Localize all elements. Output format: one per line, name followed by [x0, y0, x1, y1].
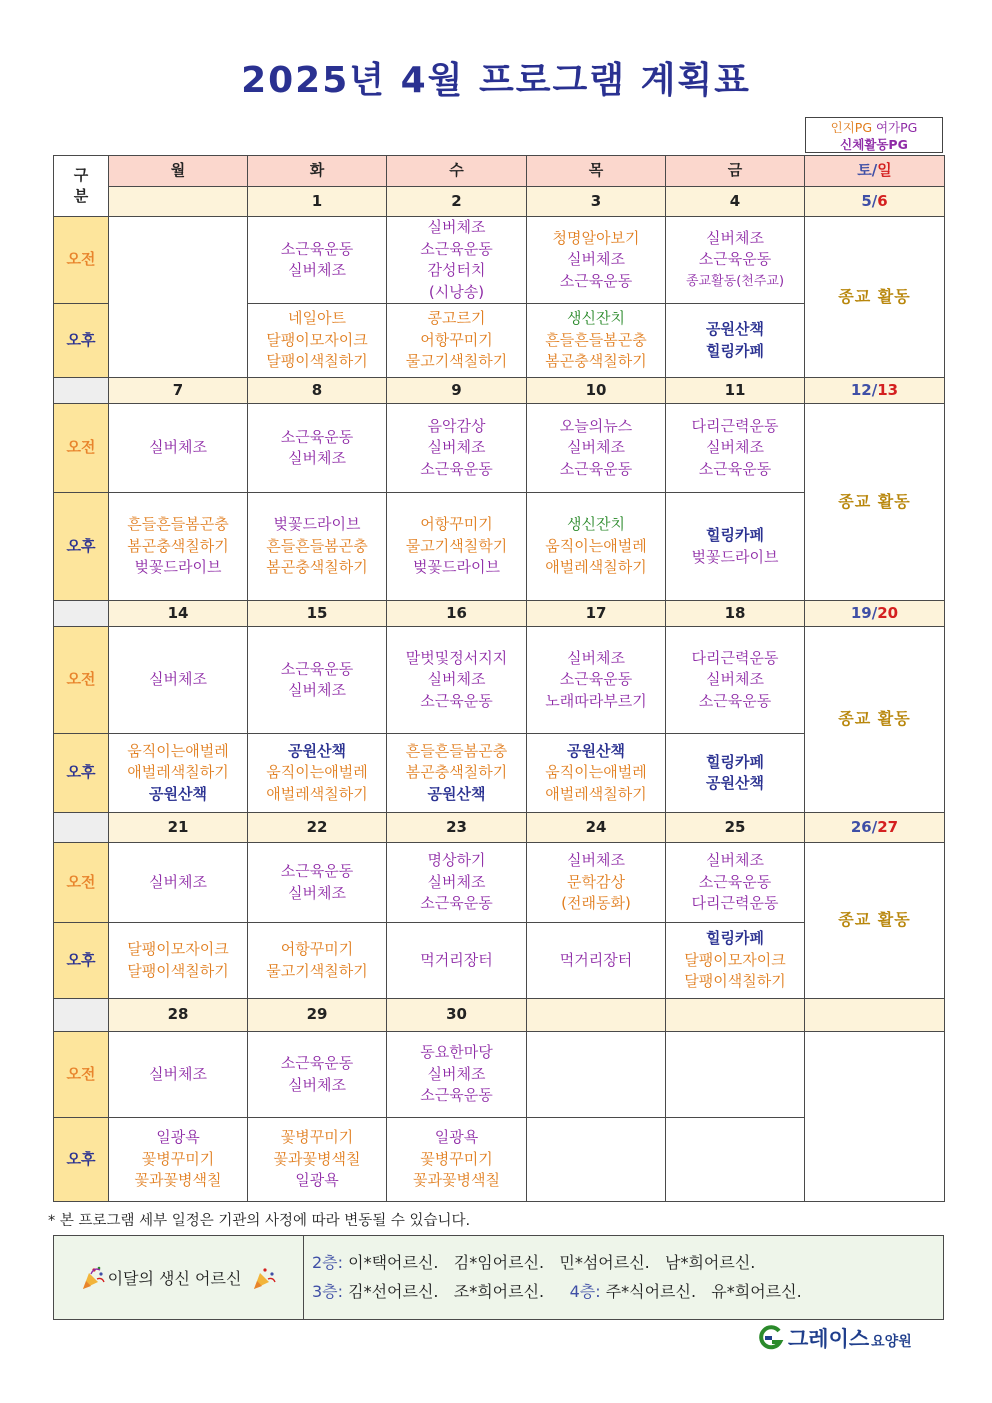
program-item: 달팽이색칠하기 — [127, 961, 229, 980]
program-item: 공원산책 — [706, 320, 764, 338]
weekend-date-cell — [805, 187, 945, 217]
sun-date: 6 — [877, 191, 888, 210]
day-header-fri: 금 — [666, 156, 805, 187]
program-item: 다리근력운동 — [691, 416, 779, 435]
am-slot-label: 오전 — [54, 404, 109, 493]
program-cell — [387, 627, 527, 734]
weekend-activity-cell — [805, 627, 945, 813]
program-item: 실버체조 — [288, 1075, 346, 1094]
weekend-activity-cell — [805, 404, 945, 601]
program-cell — [666, 493, 805, 601]
program-item: 꽃과꽃병색칠 — [413, 1171, 500, 1190]
sat-date: 26 — [850, 817, 872, 836]
program-cell — [666, 1032, 805, 1118]
program-item: 물고기색칠하기 — [405, 352, 508, 371]
weekend-date-cell — [805, 601, 945, 627]
date-slash: / — [871, 603, 878, 622]
date-cell — [666, 999, 805, 1032]
am-row — [54, 217, 945, 304]
program-item: 네일아트 — [288, 309, 346, 328]
day-header-thu: 목 — [527, 156, 666, 187]
program-item: 애벌레색칠하기 — [545, 558, 647, 577]
sun-date: 20 — [877, 603, 899, 622]
program-item: 흔들흔들봄곤충 — [545, 330, 647, 349]
program-cell — [387, 217, 527, 304]
program-item: 봄곤충색칠하기 — [405, 763, 508, 782]
am-slot-label: 오전 — [54, 217, 109, 304]
date-cell: 2 — [387, 187, 527, 217]
program-item: (시낭송) — [428, 282, 485, 301]
legend-cognitive: 인지PG — [830, 120, 872, 135]
program-cell — [387, 923, 527, 999]
program-item: 공원산책 — [149, 784, 207, 803]
date-cell: 14 — [109, 601, 248, 627]
program-cell — [109, 734, 248, 813]
program-cell — [109, 1032, 248, 1118]
program-cell — [109, 493, 248, 601]
program-item: 실버체조 — [706, 670, 764, 689]
program-cell — [248, 493, 387, 601]
program-item: 움직이는애벌레 — [545, 536, 647, 555]
program-item: 실버체조 — [567, 648, 625, 667]
program-item: 달팽이색칠하기 — [266, 352, 368, 371]
date-cell: 7 — [109, 378, 248, 404]
program-item: 실버체조 — [427, 218, 486, 236]
program-item: 생신잔치 — [567, 515, 625, 534]
program-item: 감성터치 — [427, 261, 486, 279]
program-item: 문학감상 — [567, 872, 625, 891]
program-cell — [248, 923, 387, 999]
date-cell: 8 — [248, 378, 387, 404]
date-row — [54, 999, 945, 1032]
program-item: 달팽이모자이크 — [127, 940, 229, 958]
program-item: 오늘의뉴스 — [559, 416, 633, 435]
legend-leisure: 여가PG — [875, 120, 918, 135]
program-item: 공원산책 — [427, 784, 486, 803]
program-item: 소근육운동 — [280, 659, 354, 678]
legend-physical: 신체활동PG — [840, 137, 908, 152]
program-item: 소근육운동 — [280, 427, 354, 446]
weekend-date-cell — [805, 999, 945, 1032]
program-item: 실버체조 — [706, 438, 764, 457]
date-row — [54, 187, 945, 217]
sun-label: 일 — [877, 161, 892, 180]
program-cell — [248, 404, 387, 493]
date-slash: / — [871, 191, 878, 210]
program-item: 소근육운동 — [280, 862, 354, 880]
date-cell: 21 — [109, 813, 248, 843]
date-cell: 24 — [527, 813, 666, 843]
program-item: 소근육운동 — [698, 872, 772, 891]
date-cell: 30 — [387, 999, 527, 1032]
program-cell — [666, 843, 805, 923]
sat-date: 5 — [861, 191, 872, 210]
program-item: 소근육운동 — [420, 239, 493, 258]
date-cell: 25 — [666, 813, 805, 843]
program-cell — [527, 493, 666, 601]
date-cell: 4 — [666, 187, 805, 217]
date-cell: 15 — [248, 601, 387, 627]
program-item: 다리근력운동 — [691, 648, 779, 667]
program-item: 애벌레색칠하기 — [127, 763, 229, 782]
program-item: 꽃과꽃병색칠 — [273, 1149, 361, 1168]
date-row — [54, 378, 945, 404]
program-item: 움직이는애벌레 — [266, 763, 368, 782]
pm-slot-label: 오후 — [54, 734, 109, 813]
program-cell — [109, 1118, 248, 1202]
program-item: 노래따라부르기 — [545, 691, 647, 710]
schedule-table — [53, 155, 945, 1202]
program-cell — [109, 923, 248, 999]
program-cell — [387, 493, 527, 601]
program-cell — [109, 843, 248, 923]
program-item: 실버체조 — [149, 1064, 207, 1083]
program-item: 소근육운동 — [698, 691, 772, 710]
weekend-activity-cell — [805, 843, 945, 999]
date-row — [54, 813, 945, 843]
program-item: 달팽이모자이크 — [684, 950, 786, 969]
party-popper-icon — [80, 1265, 106, 1291]
weekend-date-cell — [805, 813, 945, 843]
program-item: 꽃병꾸미기 — [280, 1128, 354, 1147]
birthday-list — [312, 1248, 802, 1306]
program-item: 소근육운동 — [559, 459, 633, 478]
program-cell — [666, 404, 805, 493]
religion-activity: 종교 활동 — [838, 286, 911, 306]
program-cell — [527, 627, 666, 734]
date-gap-cell — [54, 601, 109, 627]
program-legend — [805, 117, 943, 153]
program-item: 벚꽃드라이브 — [273, 515, 361, 534]
program-item: 꽃과꽃병색칠 — [134, 1171, 222, 1190]
program-item: 봄곤충색칠하기 — [545, 352, 647, 371]
program-item: 실버체조 — [427, 670, 486, 689]
program-item: 소근육운동 — [420, 459, 493, 478]
program-item: 흔들흔들봄곤충 — [127, 515, 229, 534]
program-item: 소근육운동 — [280, 1054, 354, 1072]
date-cell: 28 — [109, 999, 248, 1032]
program-item: 동요한마당 — [420, 1043, 493, 1062]
program-cell — [666, 627, 805, 734]
program-item: 말벗및정서지지 — [405, 648, 508, 667]
program-item: 소근육운동 — [420, 1086, 493, 1105]
program-item: 실버체조 — [427, 438, 486, 457]
birthday-label-cell — [54, 1236, 304, 1319]
weekend-activity-cell — [805, 217, 945, 378]
program-item: 음악감상 — [427, 416, 486, 435]
program-item: 애벌레색칠하기 — [545, 784, 647, 803]
program-cell — [527, 1118, 666, 1202]
religion-activity: 종교 활동 — [838, 709, 911, 729]
program-item: 먹거리장터 — [420, 950, 493, 969]
program-item: 소근육운동 — [559, 271, 633, 290]
birthday-panel — [53, 1235, 944, 1320]
program-cell — [666, 734, 805, 813]
page-title: 2025년 4월 프로그램 계획표 — [241, 60, 751, 101]
am-row — [54, 627, 945, 734]
pm-slot-label: 오후 — [54, 1118, 109, 1202]
pm-slot-label: 오후 — [54, 493, 109, 601]
program-item: 어항꾸미기 — [420, 330, 493, 349]
date-gap-cell — [54, 813, 109, 843]
program-cell — [387, 1032, 527, 1118]
program-item: 실버체조 — [149, 670, 207, 689]
am-slot-label: 오전 — [54, 627, 109, 734]
floor4-label: 4층: — [569, 1282, 601, 1301]
religion-activity: 종교 활동 — [838, 910, 911, 930]
program-cell — [666, 1118, 805, 1202]
program-cell — [248, 304, 387, 378]
am-row — [54, 843, 945, 923]
program-item: 달팽이모자이크 — [266, 330, 368, 349]
program-item: 소근육운동 — [698, 459, 772, 478]
floor2-names: 이*택어르신. 김*임어르신. 민*섬어르신. 남*희어르신. — [348, 1253, 756, 1272]
program-item: 실버체조 — [567, 438, 625, 457]
date-cell: 11 — [666, 378, 805, 404]
program-item: 흔들흔들봄곤충 — [405, 741, 508, 760]
program-item: 어항꾸미기 — [420, 515, 493, 534]
date-cell: 29 — [248, 999, 387, 1032]
floor2-label: 2층: — [312, 1253, 344, 1272]
program-cell — [527, 843, 666, 923]
program-cell — [248, 1032, 387, 1118]
grace-logo-icon — [758, 1325, 784, 1351]
program-item: 벚꽃드라이브 — [134, 558, 222, 577]
program-item: 물고기색칠학기 — [405, 536, 508, 555]
program-cell — [527, 1032, 666, 1118]
program-item: 콩고르기 — [427, 309, 486, 328]
header-row — [54, 156, 945, 187]
floor3-names: 김*선어르신. 조*희어르신. — [348, 1282, 545, 1301]
am-row — [54, 1032, 945, 1118]
program-item: 실버체조 — [288, 883, 346, 902]
slash: / — [871, 161, 878, 180]
date-slash: / — [871, 817, 878, 836]
program-item: 다리근력운동 — [691, 894, 779, 913]
program-cell — [666, 217, 805, 304]
day-header-weekend — [805, 156, 945, 187]
program-item: 움직이는애벌레 — [545, 763, 647, 782]
program-item: 벚꽃드라이브 — [691, 547, 779, 566]
program-item: 실버체조 — [288, 681, 346, 699]
logo-name: 그레이스 — [788, 1327, 870, 1351]
program-cell — [248, 217, 387, 304]
date-cell: 10 — [527, 378, 666, 404]
program-item: 실버체조 — [149, 438, 207, 457]
program-item: 일광욕 — [434, 1128, 479, 1147]
program-item: 청명알아보기 — [552, 228, 640, 247]
date-cell: 17 — [527, 601, 666, 627]
date-cell — [109, 187, 248, 217]
program-item: 벚꽃드라이브 — [413, 558, 500, 577]
program-cell — [666, 923, 805, 999]
program-cell — [387, 734, 527, 813]
pm-slot-label: 오후 — [54, 923, 109, 999]
date-cell: 1 — [248, 187, 387, 217]
floor4-names: 주*식어르신. 유*희어르신. — [605, 1282, 802, 1301]
pm-slot-label: 오후 — [54, 304, 109, 378]
logo-suffix: 요양원 — [871, 1334, 912, 1350]
program-item: 실버체조 — [427, 1064, 486, 1083]
sun-date: 13 — [877, 380, 899, 399]
program-item: 소근육운동 — [559, 670, 633, 689]
program-cell — [527, 217, 666, 304]
sun-date: 27 — [877, 817, 899, 836]
program-cell — [527, 734, 666, 813]
gubun-header — [54, 156, 109, 217]
program-cell — [387, 404, 527, 493]
program-item: 물고기색칠하기 — [266, 961, 368, 980]
program-item: 공원산책 — [288, 741, 346, 760]
program-item: 공원산책 — [706, 774, 764, 792]
schedule-note: * 본 프로그램 세부 일정은 기관의 사정에 따라 변동될 수 있습니다. — [48, 1213, 471, 1229]
program-cell — [248, 627, 387, 734]
gubun-bottom: 분 — [73, 187, 89, 205]
religion-activity: 종교 활동 — [838, 491, 911, 511]
program-item: 꽃병꾸미기 — [420, 1149, 493, 1168]
empty-cell — [109, 217, 248, 378]
sat-date: 19 — [850, 603, 872, 622]
program-item: 실버체조 — [567, 851, 625, 870]
program-item: 생신잔치 — [567, 309, 625, 328]
floor3-label: 3층: — [312, 1282, 344, 1301]
program-item: 소근육운동 — [280, 239, 354, 258]
program-item: 명상하기 — [427, 851, 486, 870]
program-cell — [248, 843, 387, 923]
program-item: 움직이는애벌레 — [127, 741, 229, 760]
program-item: 실버체조 — [706, 228, 764, 247]
program-item: 실버체조 — [706, 851, 764, 870]
grace-logo — [758, 1324, 912, 1352]
am-slot-label: 오전 — [54, 843, 109, 923]
program-item: 봄곤충색칠하기 — [127, 536, 229, 555]
date-cell: 9 — [387, 378, 527, 404]
program-item: 흔들흔들봄곤충 — [266, 536, 368, 555]
date-gap-cell — [54, 378, 109, 404]
program-cell — [109, 627, 248, 734]
day-header-tue: 화 — [248, 156, 387, 187]
program-item: 소근육운동 — [698, 250, 772, 269]
program-item: 애벌레색칠하기 — [266, 784, 368, 803]
date-cell: 23 — [387, 813, 527, 843]
program-item: 꽃병꾸미기 — [141, 1149, 215, 1168]
program-cell — [527, 923, 666, 999]
program-item: (전래동화) — [561, 894, 631, 913]
party-popper-icon — [251, 1265, 277, 1291]
am-slot-label: 오전 — [54, 1032, 109, 1118]
date-cell: 16 — [387, 601, 527, 627]
program-item: 종교활동(천주교) — [685, 273, 785, 289]
program-item: 일광욕 — [156, 1128, 200, 1147]
program-item: 공원산책 — [567, 741, 625, 760]
weekend-date-cell — [805, 378, 945, 404]
program-cell — [666, 304, 805, 378]
program-item: 힐링카페 — [706, 929, 764, 948]
program-cell — [387, 843, 527, 923]
program-item: 소근육운동 — [420, 691, 493, 710]
program-cell — [527, 404, 666, 493]
day-header-mon: 월 — [109, 156, 248, 187]
date-cell: 18 — [666, 601, 805, 627]
sat-label: 토 — [857, 161, 872, 180]
program-item: 봄곤충색칠하기 — [266, 558, 368, 577]
birthday-label: 이달의 생신 어르신 — [107, 1269, 242, 1288]
birthday-floor34-line — [312, 1277, 802, 1306]
program-item: 실버체조 — [149, 872, 207, 891]
program-item: 힐링카페 — [706, 752, 764, 771]
date-cell — [527, 999, 666, 1032]
sat-date: 12 — [850, 380, 872, 399]
program-item: 먹거리장터 — [559, 950, 633, 969]
program-item: 실버체조 — [288, 261, 346, 279]
date-gap-cell — [54, 999, 109, 1032]
program-item: 힐링카페 — [706, 341, 764, 360]
program-item: 소근육운동 — [420, 894, 493, 913]
program-item: 일광욕 — [295, 1171, 339, 1190]
program-cell — [387, 304, 527, 378]
program-item: 달팽이색칠하기 — [684, 972, 786, 991]
program-item: 실버체조 — [288, 449, 346, 467]
program-cell — [248, 1118, 387, 1202]
birthday-floor2-line — [312, 1248, 802, 1277]
program-cell — [109, 404, 248, 493]
program-cell — [527, 304, 666, 378]
program-cell — [248, 734, 387, 813]
program-cell — [387, 1118, 527, 1202]
am-row — [54, 404, 945, 493]
date-slash: / — [871, 380, 878, 399]
program-item: 어항꾸미기 — [280, 940, 354, 958]
date-cell: 22 — [248, 813, 387, 843]
date-row — [54, 601, 945, 627]
program-item: 실버체조 — [427, 872, 486, 891]
date-cell: 3 — [527, 187, 666, 217]
program-item: 힐링카페 — [706, 526, 764, 544]
weekend-activity-cell — [805, 1032, 945, 1202]
gubun-top: 구 — [73, 165, 89, 184]
day-header-wed: 수 — [387, 156, 527, 187]
program-item: 실버체조 — [567, 250, 625, 269]
